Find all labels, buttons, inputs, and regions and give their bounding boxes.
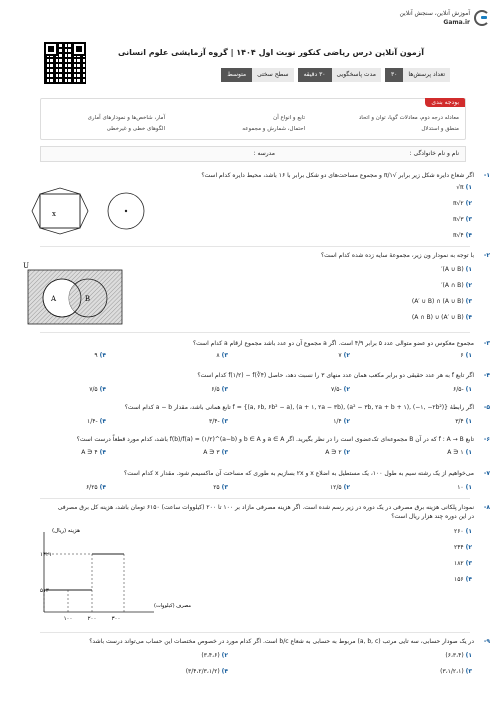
x-tick-label: ۱۰۰ xyxy=(63,616,73,622)
question-7: ۷- می‌خواهیم از یک رشته سیم به طول ۱۰۰، یک مستطیل به اضلاع x و ۲x بسازیم به طوری که مساحت آن ماکسیمم شود. مقدار x کدام است؟ ۱) ۱۰ ۲) ۱۲/۵ ۳) ۲۵ ۴) ۶/۲۵ xyxy=(85,470,490,491)
topics-badge: بودجه بندی xyxy=(425,98,465,107)
pill-difficulty: سطح سختی متوسط xyxy=(221,68,293,82)
name-label: نام و نام خانوادگی : xyxy=(409,150,459,157)
question-6: ۶- تابع f : A → B که در آن B مجموعه‌ای تک‌عضوی است را در نظر بگیرید. اگر a ∈ A و b ∈ A و f(b)/f(a) = (۱/۲)^(a−b) باشد، کدام مورد قطعاً درست است؟ ۱) ۱ ∈ A ۲) ۲ ∈ A ۳) ۳ ∈ A ۴) ۴ ∈ A xyxy=(76,436,490,456)
topic-item: تابع و انواع آن xyxy=(273,115,305,121)
question-5: ۵- اگر رابطهٔ f = {(a, ۶b, ۶b² − a), (a + ۱, ۲a − ۳b), (a² − ۳b, ۲a + b + ۱), (−۱, −۲b²)} تابع همانی باشد، مقدار a − b کدام است؟ ۱) ۳/۴ ۲) ۱/۴ ۳) -۳/۴ ۴) -۱/۴ xyxy=(87,404,490,425)
topic-item: الگوهای خطی و غیرخطی xyxy=(106,126,165,132)
y-tick-label: ۱۳۲۱ xyxy=(40,552,52,558)
topic-item: معادله درجه دوم، معادلات گویا، توان و اتحاد xyxy=(358,115,459,121)
x-tick-label: ۲۰۰ xyxy=(87,616,97,622)
pill-duration: مدت پاسخگویی ۳۰ دقیقه xyxy=(298,68,381,82)
chart-ylabel: هزینه (ریال) xyxy=(52,528,80,534)
brand-url[interactable]: Gama.ir xyxy=(443,19,470,26)
question-8: ۸- نمودار پلکانی هزینه برق مصرفی در یک دوره در زیر رسم شده است. اگر هزینه مصرفی مازاد بر ۱۰۰ تا ۲۰۰ (کیلووات ساعت) ۶۱۵۰ تومان باشد، هزینه کل برق مصرفی در این دوره چند هزار ریال است؟ ۱) ۲۶۰ ۲) ۲۴۴ ۳) ۱۸۲ ۴) ۱۵۶ xyxy=(57,504,490,583)
question-3: ۳- مجموع معکوس دو عضو متوالی عدد ۵ برابر ۴/۹ است. اگر a مجموع آن دو عدد باشد مجموع ارقام a کدام است؟ ۱) ۶ ۲) ۷ ۳) ۸ ۴) ۹ xyxy=(94,340,490,359)
x-tick-label: ۳۰۰ xyxy=(111,616,121,622)
logo-accent xyxy=(481,16,487,19)
qr-code-icon[interactable] xyxy=(44,42,86,84)
venn-u-label: U xyxy=(23,262,29,270)
exam-info-pills xyxy=(140,68,450,84)
step-chart xyxy=(14,524,192,624)
question-2: ۲- با توجه به نمودار ون زیر، مجموعهٔ سایه زده شده کدام است؟ ۱) (A ∪ B)′ ۲) (A ∩ B)′ ۳) (A ∪ B) ∩ (A′ ∪ B) ۴) (A′ ∪ B) ∪ (A ∩ B) xyxy=(320,252,490,321)
school-label: مدرسه : xyxy=(253,150,275,157)
brand-header xyxy=(360,6,490,36)
topic-item: آمار، شاخص‌ها و نمودارهای آماری xyxy=(87,115,165,121)
chart-xlabel: مصرف (کیلووات) xyxy=(154,603,192,609)
brand-slogan: آموزش آنلاین، سنجش آنلاین xyxy=(399,10,470,17)
question-9: ۹- در یک صودار حسابی، سه تایی مرتب (a, b, c) مربوط به حسابی به شعاع b/c است. اگر کدام مورد در خصوص مختصات این حساب می‌تواند درست باشد؟ ۱) (۶،۳،۴) ۲) (۳،۴،۶) ۳) (۳،۱/۲،۱) ۴) (۳/۴،۲/۳،۱/۲) xyxy=(89,638,490,675)
q1-figure xyxy=(28,186,158,236)
student-info-bar xyxy=(40,146,466,162)
venn-b-label: B xyxy=(84,295,90,303)
question-4: ۴- اگر تابع f به هر عدد حقیقی دو برابر مکعب همان عدد منهای ۳ را نسبت دهد، حاصل (f(۱/۲) − f(∛۴ کدام است؟ ۱) -۶/۵ ۲) -۷/۵ ۳) ۶/۵ ۴) ۷/۵ xyxy=(89,372,490,393)
q1-x-label: x xyxy=(52,210,56,218)
y-tick-label: ۵۱۳ xyxy=(40,588,49,594)
topic-item: احتمال، شمارش و مجموعه xyxy=(242,126,305,132)
topic-item: منطق و استدلال xyxy=(421,126,459,132)
pill-question-count: تعداد پرسش‌ها ۳۰ xyxy=(385,68,450,82)
venn-a-label: A xyxy=(50,295,56,303)
exam-title: آزمون آنلاین درس ریاضی کنکور نوبت اول ۱۴۰۴ | گروه آزمایشی علوم انسانی xyxy=(117,48,425,57)
question-1: ۱- اگر شعاع دایره شکل زیر برابر √π/۱ و مجموع مساحت‌های دو شکل برابر با ۱۶ باشد، محیط دایره کدام است؟ ۱) π√ ۲) π√۲ ۳) π√۳ ۴) π√۴ xyxy=(201,172,490,239)
venn-diagram xyxy=(23,262,126,326)
topics-box xyxy=(40,98,466,140)
